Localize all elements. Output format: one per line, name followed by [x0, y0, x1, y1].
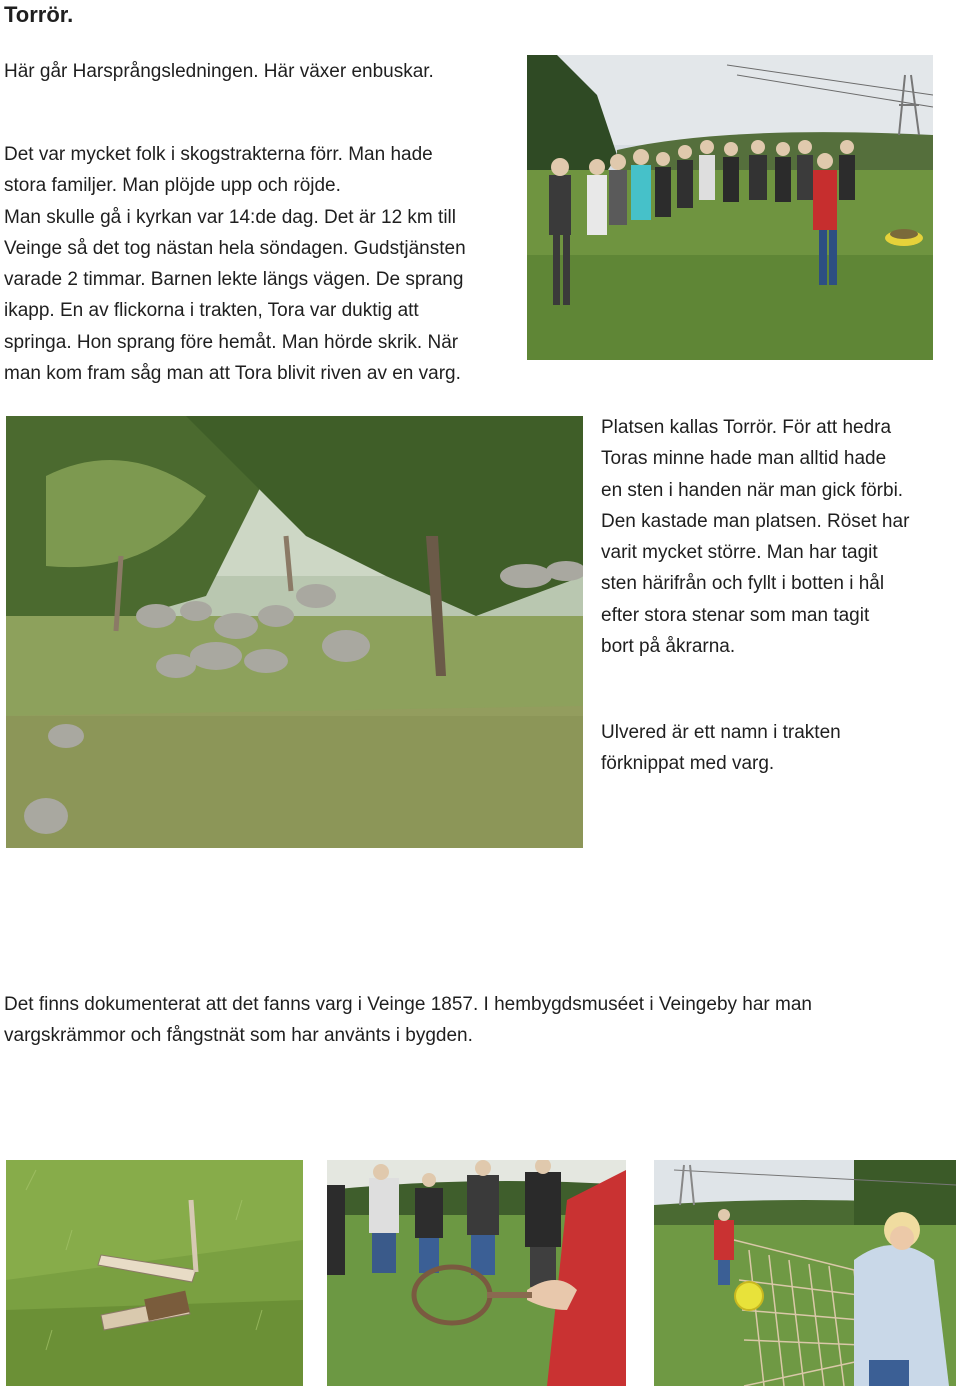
- place-paragraph: Platsen kallas Torrör. För att hedra Toras minne hade man alltid hade en sten i handen när man gick förbi. Den kastade man platsen. Röset har varit mycket större. Man har tagit sten härifrån och fyllt i botten i hål efter stora stenar som man tagit bort på åkrarna.: [601, 417, 910, 658]
- story-paragraph: Det var mycket folk i skogstrakterna förr. Man hade stora familjer. Man plöjde upp och röjde. Man skulle gå i kyrkan var 14:de dag. Det är 12 km till Veinge så det tog nästan hela söndagen. Gudstjänsten varade 2 timmar. Barnen lekte längs vägen. De sprang ikapp. En av flickorna i trakten, Tora var duktig att springa. Hon sprang före hemåt. Man hörde skrik. När man kom fram såg man att Tora blivit riven av en varg.: [4, 144, 466, 385]
- documented-paragraph: Det finns dokumenterat att det fanns varg i Veinge 1857. I hembygdsmuséet i Veingeby har man vargskrämmor och fångstnät som har använts i bygden.: [4, 994, 812, 1047]
- wooden-tools-on-grass-photo: [6, 1160, 303, 1386]
- stone-cairn-photo: [6, 416, 583, 848]
- page-title: Torrör.: [4, 2, 74, 27]
- ulvered-paragraph: Ulvered är ett namn i trakten förknippat med varg.: [601, 722, 841, 775]
- intro-paragraph: Här går Harsprångsledningen. Här växer enbuskar.: [4, 61, 434, 82]
- net-photo: [654, 1160, 956, 1386]
- group-in-field-photo: [527, 55, 933, 360]
- wolf-trap-photo: [327, 1160, 626, 1386]
